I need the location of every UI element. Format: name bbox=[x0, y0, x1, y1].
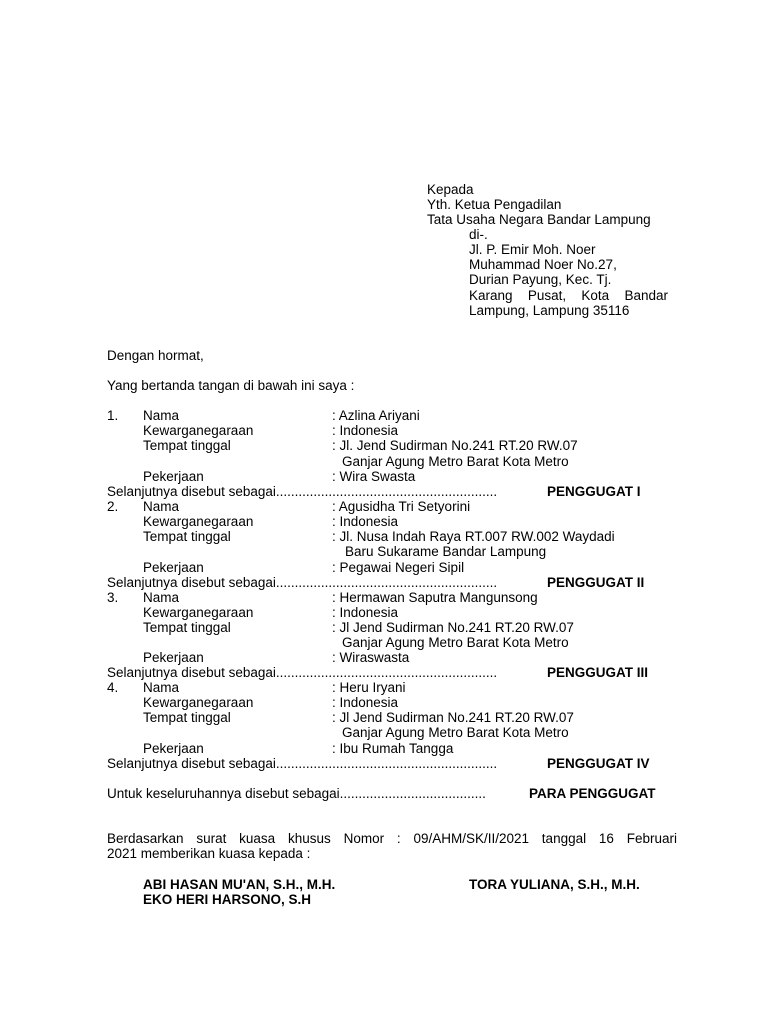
plaintiff-4-referred: Selanjutnya disebut sebagai........................................................... bbox=[107, 756, 498, 771]
plaintiff-3-referred: Selanjutnya disebut sebagai........................................................... bbox=[107, 665, 498, 680]
recipient-address-4: Karang Pusat, Kota Bandar bbox=[469, 288, 668, 303]
recipient-address-1: Jl. P. Emir Moh. Noer bbox=[469, 242, 596, 257]
label-kewarganegaraan: Kewarganegaraan bbox=[143, 423, 254, 438]
plaintiff-4-nama: : Heru Iryani bbox=[332, 680, 406, 695]
label-kewarganegaraan: Kewarganegaraan bbox=[143, 605, 254, 620]
plaintiff-2-nama: : Agusidha Tri Setyorini bbox=[332, 499, 471, 514]
plaintiff-4-pekerjaan: : Ibu Rumah Tangga bbox=[332, 741, 454, 756]
plaintiff-2-tempat-2: Baru Sukarame Bandar Lampung bbox=[345, 544, 547, 559]
plaintiff-1-tempat-2: Ganjar Agung Metro Barat Kota Metro bbox=[342, 454, 569, 469]
plaintiff-1-nama: : Azlina Ariyani bbox=[332, 408, 420, 423]
label-pekerjaan: Pekerjaan bbox=[143, 741, 204, 756]
label-tempat-tinggal: Tempat tinggal bbox=[143, 438, 231, 453]
attorney-2: TORA YULIANA, S.H., M.H. bbox=[469, 877, 640, 892]
greeting: Dengan hormat, bbox=[107, 348, 204, 363]
plaintiff-4-role: PENGGUGAT IV bbox=[547, 756, 650, 771]
plaintiff-2-pekerjaan: : Pegawai Negeri Sipil bbox=[332, 560, 465, 575]
plaintiff-3-pekerjaan: : Wiraswasta bbox=[332, 650, 410, 665]
plaintiff-2-referred: Selanjutnya disebut sebagai........................................................... bbox=[107, 575, 498, 590]
plaintiff-4-number: 4. bbox=[107, 680, 119, 695]
recipient-kepada: Kepada bbox=[427, 182, 474, 197]
label-nama: Nama bbox=[143, 499, 180, 514]
plaintiff-4-kewarganegaraan: : Indonesia bbox=[332, 695, 399, 710]
plaintiff-2-role: PENGGUGAT II bbox=[547, 575, 645, 590]
plaintiff-3-nama: : Hermawan Saputra Mangunsong bbox=[332, 590, 538, 605]
recipient-di: di-. bbox=[469, 227, 488, 242]
plaintiff-3-number: 3. bbox=[107, 590, 119, 605]
plaintiff-2-kewarganegaraan: : Indonesia bbox=[332, 514, 399, 529]
intro-text: Yang bertanda tangan di bawah ini saya : bbox=[107, 378, 355, 393]
recipient-yth: Yth. Ketua Pengadilan bbox=[427, 197, 562, 212]
label-nama: Nama bbox=[143, 590, 180, 605]
plaintiff-1-number: 1. bbox=[107, 408, 119, 423]
plaintiff-4-tempat-2: Ganjar Agung Metro Barat Kota Metro bbox=[342, 725, 569, 740]
plaintiff-3-tempat-2: Ganjar Agung Metro Barat Kota Metro bbox=[342, 635, 569, 650]
label-tempat-tinggal: Tempat tinggal bbox=[143, 529, 231, 544]
plaintiff-1-referred: Selanjutnya disebut sebagai........................................................... bbox=[107, 484, 498, 499]
label-pekerjaan: Pekerjaan bbox=[143, 469, 204, 484]
label-kewarganegaraan: Kewarganegaraan bbox=[143, 695, 254, 710]
plaintiff-4-tempat-1: : Jl Jend Sudirman No.241 RT.20 RW.07 bbox=[332, 710, 574, 725]
label-tempat-tinggal: Tempat tinggal bbox=[143, 710, 231, 725]
recipient-address-2: Muhammad Noer No.27, bbox=[469, 257, 617, 272]
recipient-court: Tata Usaha Negara Bandar Lampung bbox=[427, 212, 651, 227]
plaintiff-3-kewarganegaraan: : Indonesia bbox=[332, 605, 399, 620]
label-pekerjaan: Pekerjaan bbox=[143, 560, 204, 575]
plaintiff-1-pekerjaan: : Wira Swasta bbox=[332, 469, 416, 484]
power-of-attorney-line-2: 2021 memberikan kuasa kepada : bbox=[107, 846, 311, 861]
plaintiff-1-role: PENGGUGAT I bbox=[547, 484, 641, 499]
attorney-1: ABI HASAN MU'AN, S.H., M.H. bbox=[143, 877, 336, 892]
attorney-3: EKO HERI HARSONO, S.H bbox=[143, 892, 312, 907]
recipient-address-5: Lampung, Lampung 35116 bbox=[469, 303, 630, 318]
plaintiff-3-role: PENGGUGAT III bbox=[547, 665, 649, 680]
label-kewarganegaraan: Kewarganegaraan bbox=[143, 514, 254, 529]
label-pekerjaan: Pekerjaan bbox=[143, 650, 204, 665]
plaintiff-3-tempat-1: : Jl Jend Sudirman No.241 RT.20 RW.07 bbox=[332, 620, 574, 635]
label-nama: Nama bbox=[143, 680, 180, 695]
label-nama: Nama bbox=[143, 408, 180, 423]
collective-role: PARA PENGGUGAT bbox=[529, 786, 656, 801]
plaintiff-2-number: 2. bbox=[107, 499, 119, 514]
plaintiff-2-tempat-1: : Jl. Nusa Indah Raya RT.007 RW.002 Waydadi bbox=[332, 529, 615, 544]
power-of-attorney-line-1: Berdasarkan surat kuasa khusus Nomor : 09/AHM/SK/II/2021 tanggal 16 Februari bbox=[107, 831, 677, 846]
collective-text: Untuk keseluruhannya disebut sebagai....................................... bbox=[107, 786, 486, 801]
recipient-address-3: Durian Payung, Kec. Tj. bbox=[469, 272, 612, 287]
plaintiff-1-kewarganegaraan: : Indonesia bbox=[332, 423, 399, 438]
label-tempat-tinggal: Tempat tinggal bbox=[143, 620, 231, 635]
plaintiff-1-tempat-1: : Jl. Jend Sudirman No.241 RT.20 RW.07 bbox=[332, 438, 578, 453]
